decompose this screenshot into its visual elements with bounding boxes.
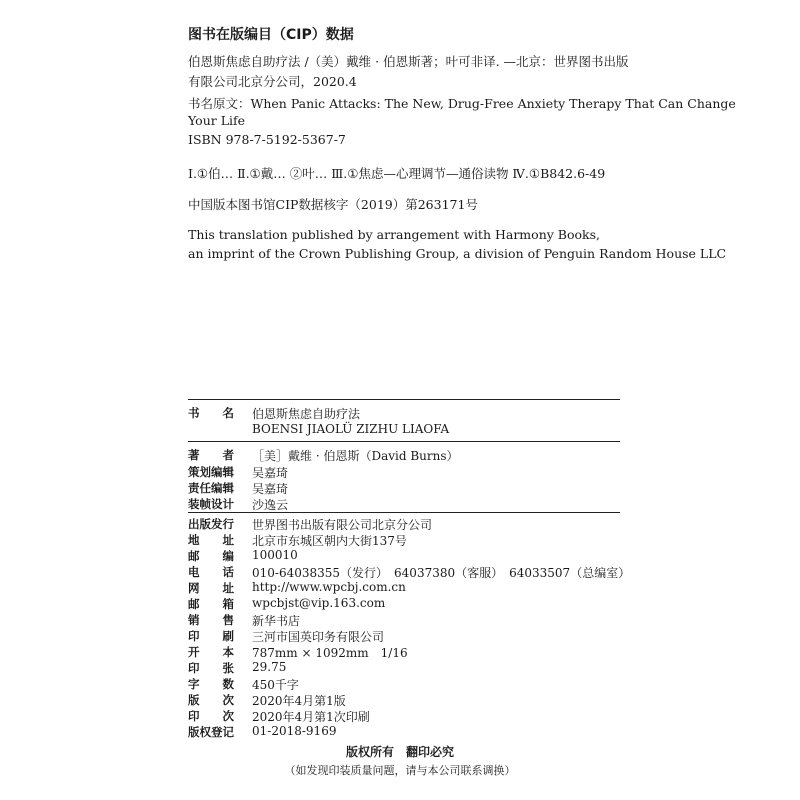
credit-value: 沙逸云 bbox=[252, 498, 289, 512]
credit-label: 策划编辑 bbox=[188, 465, 234, 479]
publishing-value: 010-64038355（发行） 64037380（客服） 64033507（总编室） bbox=[252, 566, 631, 580]
publishing-label: 网 址 bbox=[188, 581, 234, 595]
publishing-label: 电 话 bbox=[188, 565, 234, 579]
rights-note: （如发现印装质量问题，请与本公司联系调换） bbox=[284, 764, 516, 777]
credit-label: 著 者 bbox=[188, 448, 234, 462]
cip-line: ISBN 978-7-5192-5367-7 bbox=[188, 132, 346, 147]
translation-notice: an imprint of the Crown Publishing Group, a division of Penguin Random House LLC bbox=[188, 246, 727, 261]
cip-heading: 图书在版编目（CIP）数据 bbox=[188, 27, 354, 43]
divider bbox=[188, 399, 620, 400]
cip-line: 有限公司北京分公司，2020.4 bbox=[188, 74, 357, 89]
publishing-value: 2020年4月第1次印刷 bbox=[252, 710, 370, 724]
credit-label: 责任编辑 bbox=[188, 481, 234, 495]
publishing-label: 销 售 bbox=[188, 613, 234, 627]
publishing-label: 地 址 bbox=[188, 533, 234, 547]
website-link[interactable]: http://www.wpcbj.com.cn bbox=[252, 580, 406, 594]
publishing-label: 印 刷 bbox=[188, 629, 234, 643]
credit-label: 装帧设计 bbox=[188, 497, 234, 511]
cip-record-number: 中国版本图书馆CIP数据核字（2019）第263171号 bbox=[188, 197, 478, 212]
book-title-pinyin: BOENSI JIAOLÜ ZIZHU LIAOFA bbox=[252, 422, 450, 436]
publishing-value: 787mm × 1092mm 1/16 bbox=[252, 646, 408, 660]
publishing-label: 邮 编 bbox=[188, 549, 234, 563]
cip-line: 伯恩斯焦虑自助疗法 /（美）戴维 · 伯恩斯著；叶可非译. —北京：世界图书出版 bbox=[188, 54, 629, 69]
publishing-label: 版 次 bbox=[188, 693, 234, 707]
cip-line: Your Life bbox=[188, 113, 246, 128]
publishing-value: 2020年4月第1版 bbox=[252, 694, 346, 708]
publishing-label: 邮 箱 bbox=[188, 597, 234, 611]
publishing-value: 100010 bbox=[252, 548, 298, 562]
divider bbox=[188, 512, 620, 513]
translation-notice: This translation published by arrangement with Harmony Books, bbox=[188, 227, 600, 242]
publishing-label: 版权登记 bbox=[188, 725, 234, 739]
rights-heading: 版权所有 翻印必究 bbox=[345, 745, 454, 759]
publishing-value: 450千字 bbox=[252, 678, 299, 692]
publishing-label: 出版发行 bbox=[188, 517, 234, 531]
divider bbox=[188, 441, 620, 442]
publishing-value: 北京市东城区朝内大街137号 bbox=[252, 534, 407, 548]
book-title-label: 书 名 bbox=[188, 406, 234, 420]
book-title-value: 伯恩斯焦虑自助疗法 bbox=[252, 407, 361, 421]
credit-value: 吴嘉琦 bbox=[252, 466, 289, 480]
credit-value: ［美］戴维 · 伯恩斯（David Burns） bbox=[252, 449, 459, 463]
publishing-value: 三河市国英印务有限公司 bbox=[252, 630, 385, 644]
cip-line: 书名原文：When Panic Attacks: The New, Drug-Free Anxiety Therapy That Can Change bbox=[188, 96, 736, 111]
publishing-value: 新华书店 bbox=[252, 614, 301, 628]
publishing-label: 开 本 bbox=[188, 645, 234, 659]
cip-classification: Ⅰ.①伯… Ⅱ.①戴… ②叶… Ⅲ.①焦虑—心理调节—通俗读物 Ⅳ.①B842.6-49 bbox=[188, 166, 606, 181]
email-link[interactable]: wpcbjst@vip.163.com bbox=[252, 596, 386, 610]
publishing-label: 字 数 bbox=[188, 677, 234, 691]
credit-value: 吴嘉琦 bbox=[252, 482, 289, 496]
publishing-label: 印 次 bbox=[188, 709, 234, 723]
publishing-value: 01-2018-9169 bbox=[252, 724, 337, 738]
publishing-value: 29.75 bbox=[252, 660, 287, 674]
publishing-label: 印 张 bbox=[188, 661, 234, 675]
publishing-value: 世界图书出版有限公司北京分公司 bbox=[252, 518, 433, 532]
